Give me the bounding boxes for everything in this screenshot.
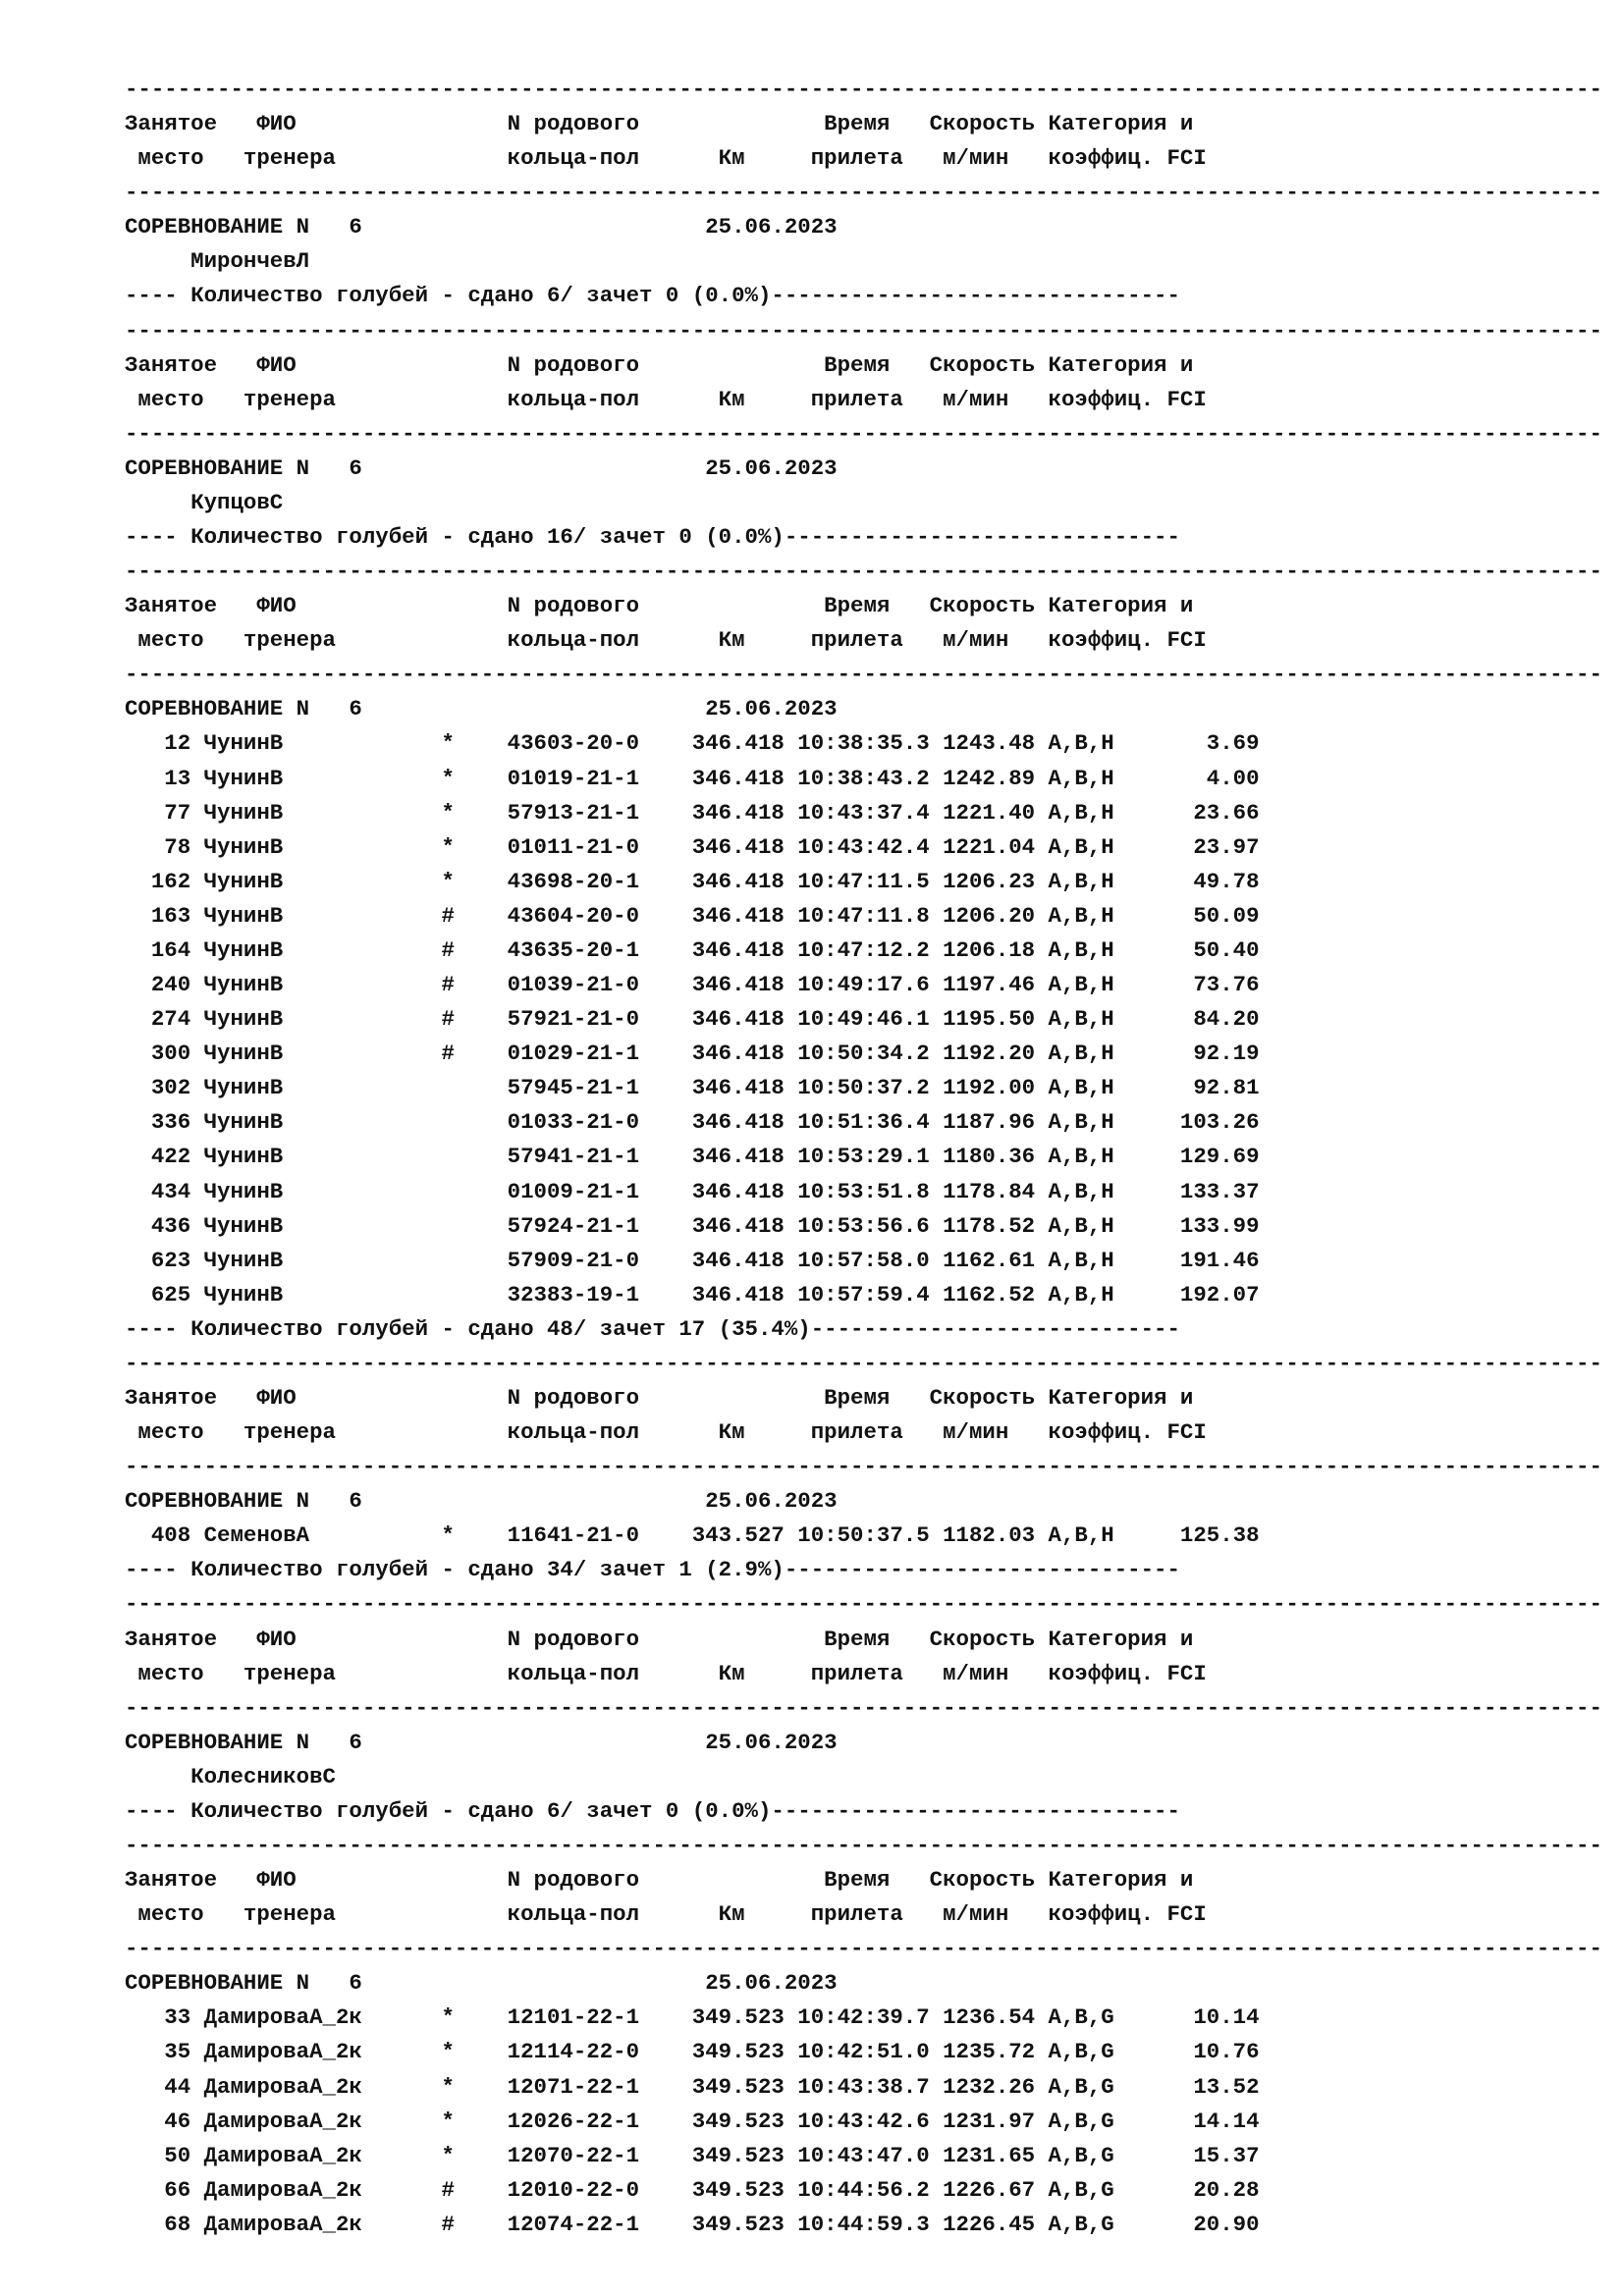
listing-line: Занятое ФИО N родового Время Скорость Категория и	[125, 1626, 1194, 1652]
listing-line: ----------------------------------------------------------------------------------------------------------------	[125, 1936, 1602, 1962]
listing-line: 436 ЧунинВ 57924-21-1 346.418 10:53:56.6 1178.52 A,B,H 133.99	[125, 1212, 1260, 1239]
listing-line: 336 ЧунинВ 01033-21-0 346.418 10:51:36.4 1187.96 A,B,H 103.26	[125, 1109, 1260, 1136]
listing-line: ----------------------------------------------------------------------------------------------------------------	[125, 180, 1602, 206]
listing-line: Занятое ФИО N родового Время Скорость Категория и	[125, 1384, 1194, 1411]
listing-line: ----------------------------------------------------------------------------------------------------------------	[125, 1454, 1602, 1480]
listing-line: 78 ЧунинВ * 01011-21-0 346.418 10:43:42.4 1221.04 A,B,H 23.97	[125, 833, 1260, 860]
listing-line: ----------------------------------------------------------------------------------------------------------------	[125, 1350, 1602, 1376]
listing-line: ---- Количество голубей - сдано 34/ зачет 1 (2.9%)------------------------------	[125, 1557, 1180, 1583]
listing-line: КолесниковС	[125, 1763, 336, 1789]
listing-line: ----------------------------------------------------------------------------------------------------------------	[125, 1694, 1602, 1721]
listing-line: ----------------------------------------------------------------------------------------------------------------	[125, 662, 1602, 688]
listing-line: СОРЕВНОВАНИЕ N 6 25.06.2023	[125, 1970, 838, 1997]
listing-line: место тренера кольца-пол Км прилета м/мин коэффиц. FCI	[125, 1419, 1207, 1446]
listing-line: 302 ЧунинВ 57945-21-1 346.418 10:50:37.2 1192.00 A,B,H 92.81	[125, 1075, 1260, 1101]
listing-line: 408 СеменовА * 11641-21-0 343.527 10:50:37.5 1182.03 A,B,H 125.38	[125, 1522, 1260, 1549]
listing-line: ----------------------------------------------------------------------------------------------------------------	[125, 420, 1602, 447]
listing-line: 274 ЧунинВ # 57921-21-0 346.418 10:49:46.1 1195.50 A,B,H 84.20	[125, 1006, 1260, 1033]
listing-line: место тренера кольца-пол Км прилета м/мин коэффиц. FCI	[125, 627, 1207, 654]
listing-line: 44 ДамироваA_2к * 12071-22-1 349.523 10:43:38.7 1232.26 A,B,G 13.52	[125, 2073, 1260, 2100]
listing-line: 422 ЧунинВ 57941-21-1 346.418 10:53:29.1 1180.36 A,B,H 129.69	[125, 1144, 1260, 1170]
listing-line: Занятое ФИО N родового Время Скорость Категория и	[125, 111, 1194, 137]
listing-line: место тренера кольца-пол Км прилета м/мин коэффиц. FCI	[125, 1660, 1207, 1686]
listing-line: СОРЕВНОВАНИЕ N 6 25.06.2023	[125, 454, 838, 481]
listing-line: ----------------------------------------------------------------------------------------------------------------	[125, 77, 1602, 102]
listing-line: Занятое ФИО N родового Время Скорость Категория и	[125, 1867, 1194, 1894]
listing-line: место тренера кольца-пол Км прилета м/мин коэффиц. FCI	[125, 1901, 1207, 1928]
listing-line: 623 ЧунинВ 57909-21-0 346.418 10:57:58.0 1162.61 A,B,H 191.46	[125, 1247, 1260, 1273]
listing-line: 68 ДамироваA_2к # 12074-22-1 349.523 10:44:59.3 1226.45 A,B,G 20.90	[125, 2211, 1260, 2237]
listing-line: 46 ДамироваA_2к * 12026-22-1 349.523 10:43:42.6 1231.97 A,B,G 14.14	[125, 2108, 1260, 2134]
listing-line: 164 ЧунинВ # 43635-20-1 346.418 10:47:12.2 1206.18 A,B,H 50.40	[125, 936, 1260, 963]
listing-line: МирончевЛ	[125, 248, 310, 275]
listing-line: 13 ЧунинВ * 01019-21-1 346.418 10:38:43.2 1242.89 A,B,H 4.00	[125, 765, 1260, 791]
listing-line: 300 ЧунинВ # 01029-21-1 346.418 10:50:34.2 1192.20 A,B,H 92.19	[125, 1041, 1260, 1067]
listing-line: 240 ЧунинВ # 01039-21-0 346.418 10:49:17.6 1197.46 A,B,H 73.76	[125, 972, 1260, 998]
listing-line: 625 ЧунинВ 32383-19-1 346.418 10:57:59.4 1162.52 A,B,H 192.07	[125, 1281, 1260, 1308]
listing-line: ----------------------------------------------------------------------------------------------------------------	[125, 1832, 1602, 1858]
listing-line: ----------------------------------------------------------------------------------------------------------------	[125, 317, 1602, 344]
listing-line: КупцовС	[125, 489, 284, 515]
listing-line: 434 ЧунинВ 01009-21-1 346.418 10:53:51.8 1178.84 A,B,H 133.37	[125, 1178, 1260, 1204]
results-listing	[125, 73, 1602, 2242]
listing-line: Занятое ФИО N родового Время Скорость Категория и	[125, 593, 1194, 619]
listing-line: ----------------------------------------------------------------------------------------------------------------	[125, 559, 1602, 585]
listing-line: 77 ЧунинВ * 57913-21-1 346.418 10:43:37.4 1221.40 A,B,H 23.66	[125, 799, 1260, 826]
listing-line: СОРЕВНОВАНИЕ N 6 25.06.2023	[125, 1729, 838, 1755]
listing-line: ---- Количество голубей - сдано 16/ зачет 0 (0.0%)------------------------------	[125, 524, 1180, 551]
listing-line: 35 ДамироваA_2к * 12114-22-0 349.523 10:42:51.0 1235.72 A,B,G 10.76	[125, 2039, 1260, 2065]
listing-line: место тренера кольца-пол Км прилета м/мин коэффиц. FCI	[125, 386, 1207, 412]
listing-line: ----------------------------------------------------------------------------------------------------------------	[125, 1591, 1602, 1618]
listing-line: СОРЕВНОВАНИЕ N 6 25.06.2023	[125, 696, 838, 722]
listing-line: место тренера кольца-пол Км прилета м/мин коэффиц. FCI	[125, 145, 1207, 172]
listing-line: 66 ДамироваA_2к # 12010-22-0 349.523 10:44:56.2 1226.67 A,B,G 20.28	[125, 2176, 1260, 2203]
listing-line: 33 ДамироваA_2к * 12101-22-1 349.523 10:42:39.7 1236.54 A,B,G 10.14	[125, 2004, 1260, 2031]
listing-line: Занятое ФИО N родового Время Скорость Категория и	[125, 351, 1194, 378]
listing-line: СОРЕВНОВАНИЕ N 6 25.06.2023	[125, 214, 838, 240]
listing-line: СОРЕВНОВАНИЕ N 6 25.06.2023	[125, 1488, 838, 1515]
listing-line: 50 ДамироваA_2к * 12070-22-1 349.523 10:43:47.0 1231.65 A,B,G 15.37	[125, 2142, 1260, 2168]
listing-line: ---- Количество голубей - сдано 6/ зачет 0 (0.0%)-------------------------------	[125, 1797, 1180, 1824]
listing-line: ---- Количество голубей - сдано 48/ зачет 17 (35.4%)----------------------------	[125, 1315, 1180, 1342]
listing-line: 163 ЧунинВ # 43604-20-0 346.418 10:47:11.8 1206.20 A,B,H 50.09	[125, 902, 1260, 929]
listing-line: 12 ЧунинВ * 43603-20-0 346.418 10:38:35.3 1243.48 A,B,H 3.69	[125, 730, 1260, 757]
listing-line: 162 ЧунинВ * 43698-20-1 346.418 10:47:11.5 1206.23 A,B,H 49.78	[125, 868, 1260, 894]
listing-line: ---- Количество голубей - сдано 6/ зачет 0 (0.0%)-------------------------------	[125, 283, 1180, 309]
